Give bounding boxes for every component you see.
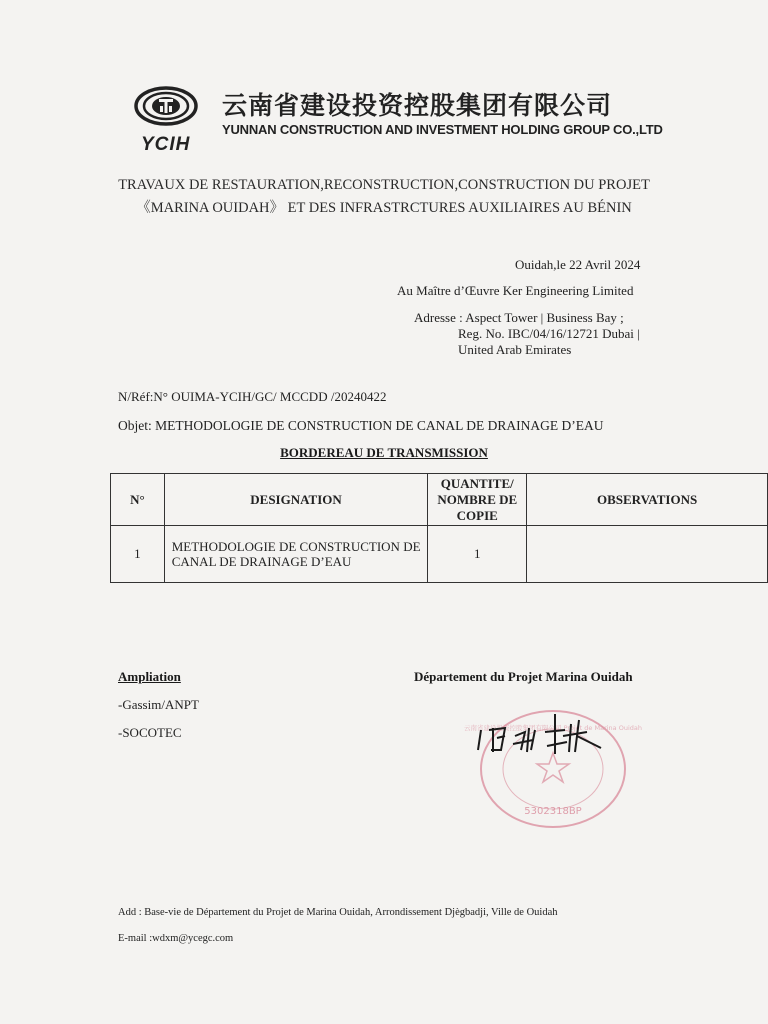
- logo-abbreviation: YCIH: [141, 134, 191, 155]
- ampliation-item: -Gassim/ANPT: [118, 697, 199, 712]
- stamp-number: 5302318BP: [524, 806, 582, 817]
- header-observations: OBSERVATIONS: [527, 474, 768, 526]
- address-line2: Reg. No. IBC/04/16/12721 Dubai |: [458, 326, 640, 341]
- project-title-line2: 《MARINA OUIDAH》 ET DES INFRASTRCTURES AUXILIAIRES AU BÉNIN: [136, 200, 632, 216]
- subject-line: Objet: METHODOLOGIE DE CONSTRUCTION DE CANAL DE DRAINAGE D’EAU: [118, 418, 604, 433]
- row-quantity: 1: [428, 526, 527, 583]
- ampliation-title: Ampliation: [118, 669, 181, 684]
- table-row: [111, 526, 768, 583]
- stamp-text: 云南省建设投资控股集团有限公司 Projet de Marina Ouidah: [464, 724, 642, 732]
- company-name-english: YUNNAN CONSTRUCTION AND INVESTMENT HOLDING GROUP CO.,LTD: [222, 122, 663, 137]
- row-no: 1: [111, 526, 165, 583]
- transmission-heading: BORDEREAU DE TRANSMISSION: [280, 445, 488, 460]
- company-name-chinese: 云南省建设投资控股集团有限公司: [222, 91, 613, 120]
- project-title-line1: TRAVAUX DE RESTAURATION,RECONSTRUCTION,CONSTRUCTION DU PROJET: [118, 177, 650, 193]
- address-line3: United Arab Emirates: [458, 342, 572, 357]
- footer-email: E-mail :wdxm@ycegc.com: [118, 933, 234, 944]
- row-designation: METHODOLOGIE DE CONSTRUCTION DE CANAL DE DRAINAGE D’EAU: [164, 526, 428, 583]
- header-quantity: QUANTITE/ NOMBRE DE COPIE: [428, 474, 527, 526]
- header-no: N°: [111, 474, 165, 526]
- header-designation: DESIGNATION: [164, 474, 428, 526]
- address-line1: Adresse : Aspect Tower | Business Bay ;: [414, 310, 624, 325]
- sender-department: Département du Projet Marina Ouidah: [414, 669, 633, 684]
- footer-address: Add : Base-vie de Département du Projet de Marina Ouidah, Arrondissement Djègbadji, Ville de Ouidah: [118, 907, 558, 918]
- reference-number: N/Réf:N° OUIMA-YCIH/GC/ MCCDD /20240422: [118, 389, 387, 404]
- recipient: Au Maître d’Œuvre Ker Engineering Limited: [397, 283, 634, 298]
- ampliation-item: -SOCOTEC: [118, 725, 182, 740]
- row-observations: [527, 526, 768, 583]
- transmission-table: [110, 473, 768, 583]
- company-logo-icon: [134, 86, 214, 126]
- letter-date: Ouidah,le 22 Avril 2024: [515, 257, 641, 272]
- signature-icon: [475, 706, 610, 756]
- table-header-row: [111, 474, 768, 526]
